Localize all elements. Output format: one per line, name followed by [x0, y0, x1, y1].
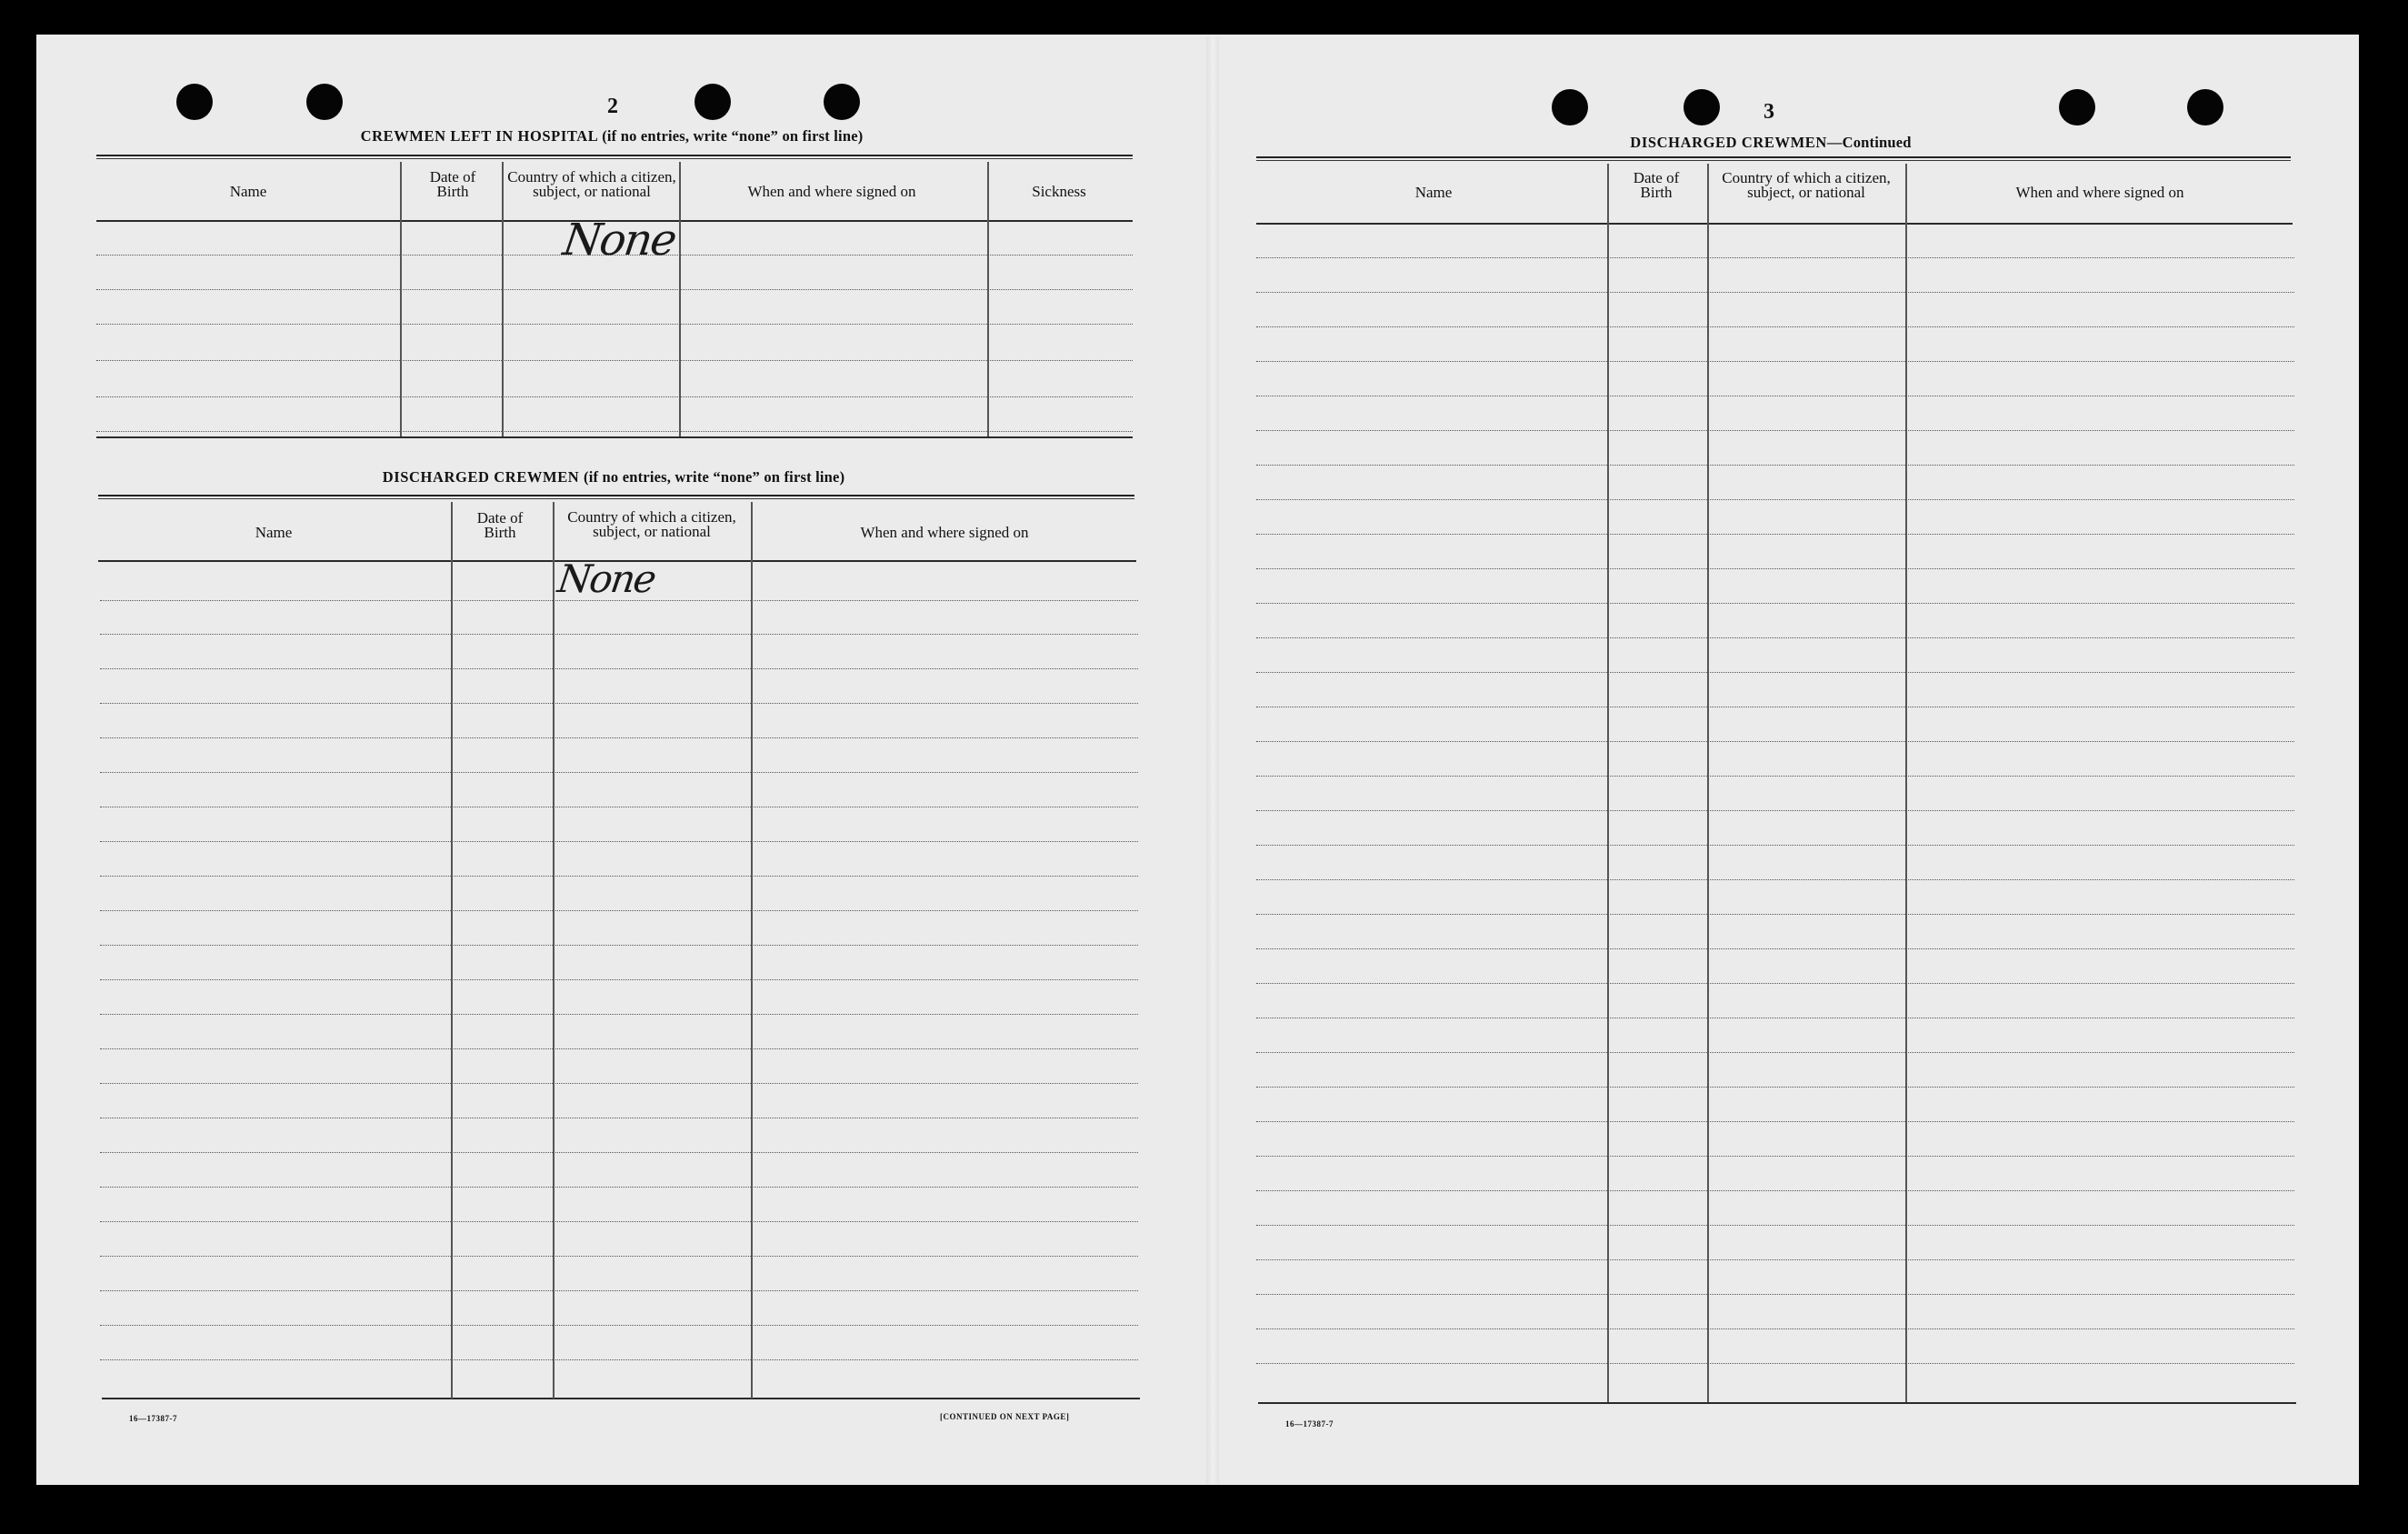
table-row — [1256, 776, 2294, 777]
table-row — [1256, 1328, 2294, 1329]
table-row — [1256, 465, 2294, 466]
form-number-left: 16—17387-7 — [129, 1414, 177, 1423]
right-top-rule — [1256, 156, 2291, 161]
table-row — [100, 876, 1138, 877]
table-row — [1256, 845, 2294, 846]
table-row — [1256, 637, 2294, 638]
hospital-title-text: CREWMEN LEFT IN HOSPITAL — [360, 127, 598, 145]
table-row — [100, 703, 1138, 704]
table-row — [1256, 603, 2294, 604]
table-row — [96, 396, 1133, 397]
table-row — [100, 1325, 1138, 1326]
table-row — [100, 841, 1138, 842]
punch-hole — [1684, 89, 1720, 125]
punch-hole — [1552, 89, 1588, 125]
punch-hole — [2187, 89, 2223, 125]
hospital-bottom-rule — [96, 436, 1133, 438]
table-row — [96, 289, 1133, 290]
continued-title-suffix: —Continued — [1826, 134, 1912, 151]
punch-hole — [824, 84, 860, 120]
right-col-name: Name — [1414, 184, 1453, 201]
table-row — [100, 1256, 1138, 1257]
discharged-section-title — [383, 468, 845, 486]
right-col-signed-on: When and where signed on — [2015, 184, 2184, 201]
table-row — [100, 910, 1138, 911]
punch-hole — [694, 84, 731, 120]
punch-hole — [2059, 89, 2095, 125]
table-row — [1256, 326, 2294, 327]
table-row — [96, 324, 1133, 325]
table-row — [1256, 430, 2294, 431]
document-sheet — [36, 35, 2359, 1485]
hospital-col-name: Name — [229, 183, 267, 200]
table-row — [100, 668, 1138, 669]
table-row — [1256, 292, 2294, 293]
discharged-col-country: Country of which a citizen, subject, or national — [567, 508, 736, 540]
hospital-instruction: (if no entries, write “none” on first line) — [602, 127, 864, 145]
discharged-top-rule — [98, 495, 1134, 499]
discharged-col-divider — [751, 502, 753, 1399]
table-row — [1256, 1087, 2294, 1088]
table-row — [96, 360, 1133, 361]
table-row — [100, 634, 1138, 635]
table-row — [1256, 672, 2294, 673]
hospital-section-title — [361, 127, 864, 145]
center-fold — [1206, 36, 1219, 1484]
table-row — [100, 1014, 1138, 1015]
hospital-col-divider — [679, 162, 681, 436]
table-row — [1256, 1156, 2294, 1157]
table-row — [1256, 568, 2294, 569]
table-row — [100, 945, 1138, 946]
discharged-col-signed-on: When and where signed on — [860, 524, 1029, 541]
table-row — [100, 772, 1138, 773]
hospital-col-sickness: Sickness — [1032, 183, 1086, 200]
continued-section-title — [1630, 134, 1911, 152]
discharged-instruction: (if no entries, write “none” on first line) — [584, 468, 845, 486]
table-row — [96, 431, 1133, 432]
punch-hole — [176, 84, 213, 120]
table-row — [1256, 499, 2294, 500]
table-row — [1256, 914, 2294, 915]
table-row — [1256, 948, 2294, 949]
table-row — [1256, 983, 2294, 984]
discharged-title-text: DISCHARGED CREWMEN — [382, 468, 580, 486]
discharged-bottom-rule-left — [102, 1398, 1140, 1399]
right-col-divider — [1905, 164, 1907, 1402]
table-row — [1256, 361, 2294, 362]
table-row — [1256, 257, 2294, 258]
form-number-right: 16—17387-7 — [1285, 1419, 1334, 1429]
punch-hole — [306, 84, 343, 120]
right-col-country: Country of which a citizen, subject, or national — [1722, 169, 1891, 201]
hospital-col-divider — [987, 162, 989, 436]
right-col-divider — [1607, 164, 1609, 1402]
table-row — [1256, 534, 2294, 535]
table-row — [1256, 879, 2294, 880]
continued-title-text: DISCHARGED CREWMEN — [1630, 134, 1827, 151]
hospital-col-divider — [502, 162, 504, 436]
table-row — [100, 737, 1138, 738]
table-row — [100, 1152, 1138, 1153]
hospital-col-signed-on: When and where signed on — [747, 183, 916, 200]
hospital-top-rule — [96, 155, 1133, 159]
right-header-rule — [1256, 223, 2293, 225]
discharged-col-dob: Date of Birth — [476, 509, 524, 541]
discharged-col-divider — [451, 502, 453, 1399]
hospital-col-dob: Date of Birth — [429, 168, 476, 200]
hospital-handwritten-none: None — [560, 215, 679, 266]
table-row — [1256, 810, 2294, 811]
discharged-handwritten-none: None — [555, 556, 658, 601]
table-row — [1256, 1259, 2294, 1260]
table-row — [1256, 1190, 2294, 1191]
right-bottom-rule — [1258, 1402, 2296, 1404]
table-row — [100, 1290, 1138, 1291]
hospital-col-country: Country of which a citizen, subject, or national — [507, 168, 676, 200]
table-row — [100, 979, 1138, 980]
table-row — [100, 1048, 1138, 1049]
page-number-left: 2 — [607, 95, 618, 118]
table-row — [100, 1083, 1138, 1084]
continued-note: [CONTINUED ON NEXT PAGE] — [940, 1412, 1070, 1421]
page-number-right: 3 — [1764, 100, 1774, 124]
hospital-col-divider — [400, 162, 402, 436]
table-row — [1256, 1052, 2294, 1053]
table-row — [100, 1359, 1138, 1360]
table-row — [1256, 1363, 2294, 1364]
discharged-col-name: Name — [255, 524, 293, 541]
discharged-col-divider — [553, 502, 555, 1399]
table-row — [100, 1221, 1138, 1222]
table-row — [1256, 1225, 2294, 1226]
right-col-dob: Date of Birth — [1633, 169, 1680, 201]
table-row — [100, 1187, 1138, 1188]
table-row — [1256, 1294, 2294, 1295]
right-col-divider — [1707, 164, 1709, 1402]
table-row — [1256, 741, 2294, 742]
table-row — [1256, 1121, 2294, 1122]
